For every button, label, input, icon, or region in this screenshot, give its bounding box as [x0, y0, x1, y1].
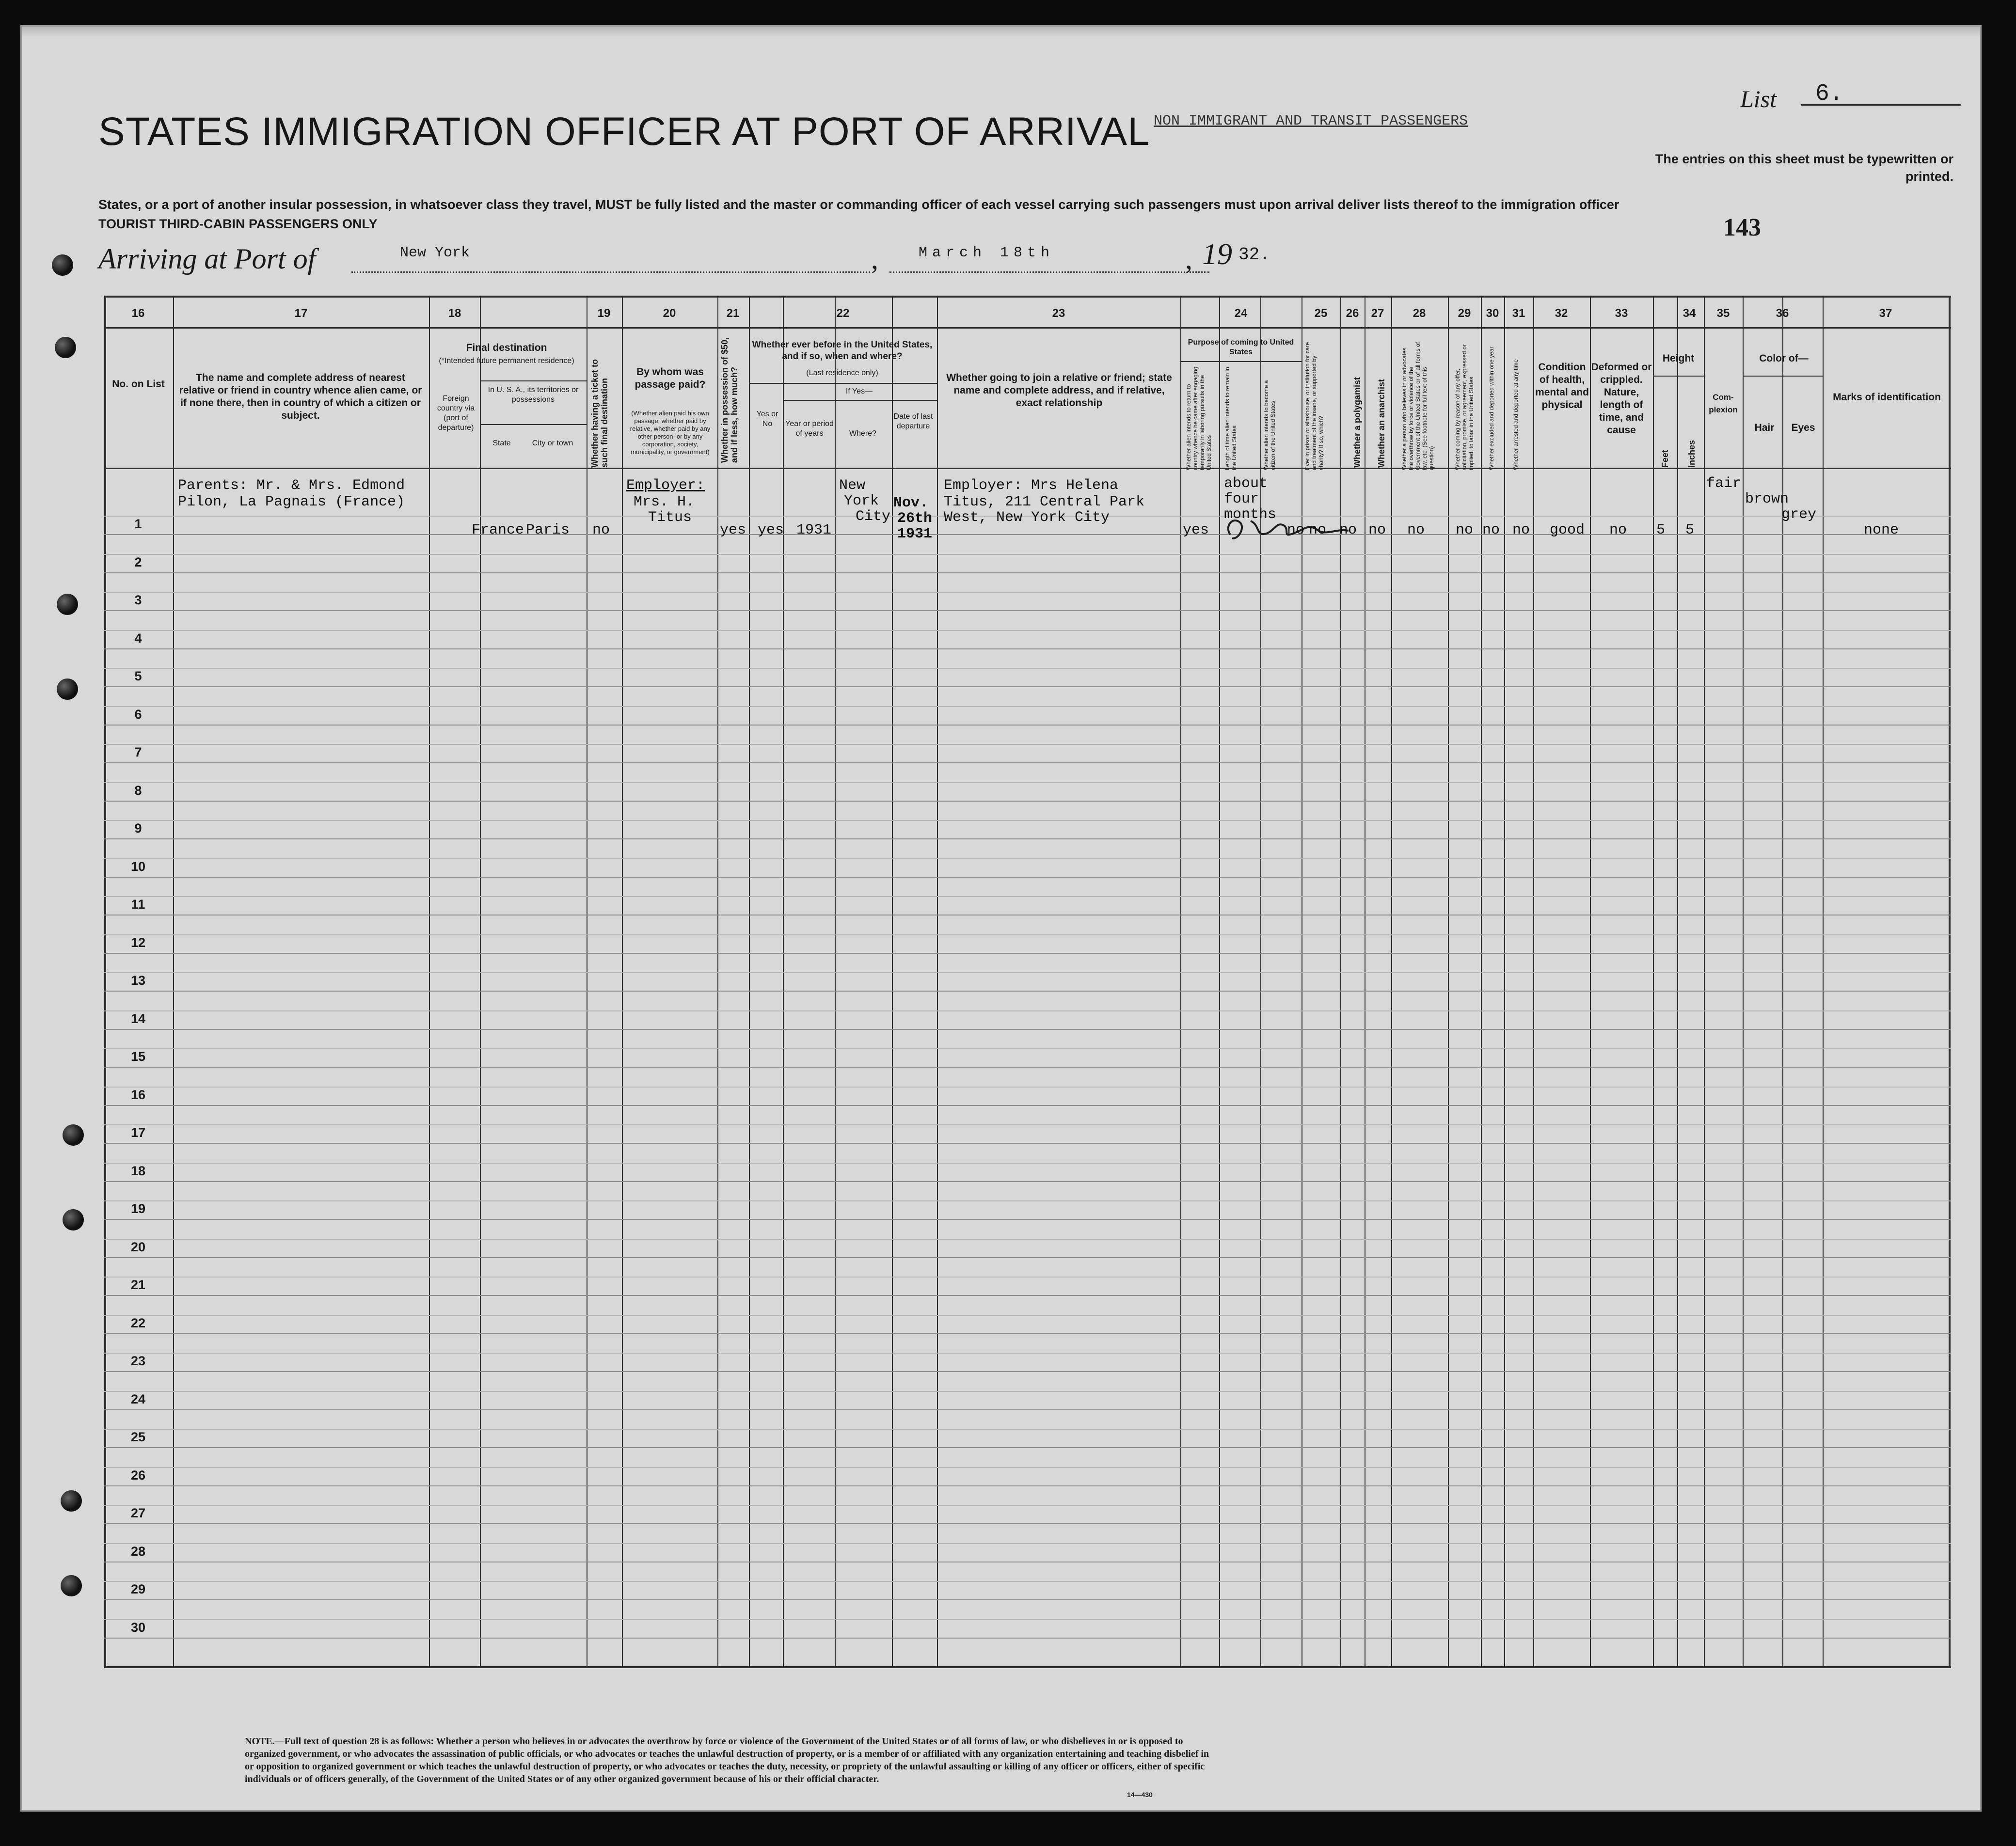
col17-header: The name and complete address of nearest relative or friend in country whence alien came, or if none there, then in country of which a citizen or subject.: [179, 372, 422, 421]
col22-ifyes: If Yes—: [845, 387, 873, 395]
punch-hole: [61, 1490, 82, 1512]
row-subrule: [104, 896, 1951, 897]
citizen-answer: no: [1287, 522, 1305, 538]
polygamist-answer: no: [1339, 522, 1357, 538]
row-subrule: [104, 1163, 1951, 1164]
row-number: 25: [130, 1430, 146, 1444]
row-rule: [104, 1029, 1951, 1030]
row-rule: [104, 648, 1951, 649]
row-subrule: [104, 706, 1951, 707]
row-rule: [104, 1257, 1951, 1258]
row-number: 12: [130, 935, 146, 950]
row-number: 15: [130, 1049, 146, 1064]
row-rule: [104, 991, 1951, 992]
row-subrule: [104, 744, 1951, 745]
column-divider: [1340, 296, 1341, 1667]
row-subrule: [104, 782, 1951, 783]
row-number: 23: [130, 1354, 146, 1368]
header-rule: [104, 327, 1951, 329]
row-subrule: [104, 1048, 1951, 1049]
col19-header: Whether having a ticket to such final destination: [590, 359, 609, 468]
subheader-rule: [1180, 361, 1302, 362]
departure-line1: Nov.: [893, 495, 929, 511]
col22-where: Where?: [849, 429, 877, 438]
row-number: 5: [134, 669, 142, 683]
row-subrule: [104, 1200, 1951, 1201]
column-number: 18: [448, 307, 461, 320]
column-divider: [1391, 296, 1392, 1667]
paid-line2: Mrs. H.: [634, 494, 695, 510]
col37-header: Marks of identification: [1833, 392, 1941, 403]
row-rule: [104, 1485, 1951, 1486]
column-divider: [783, 296, 784, 1667]
row-rule: [104, 1181, 1951, 1182]
row-number: 4: [134, 631, 142, 646]
prison-answer: no: [1309, 522, 1327, 538]
row-subrule: [104, 1581, 1951, 1582]
join-line2: Titus, 211 Central Park: [944, 494, 1145, 510]
row-number: 29: [130, 1582, 146, 1596]
col18-usa: In U. S. A., its territories or possessions: [488, 386, 579, 404]
column-number: 16: [131, 307, 145, 320]
row-rule: [104, 877, 1951, 878]
column-divider: [835, 296, 836, 1667]
height-inches: 5: [1685, 522, 1695, 538]
class-line: TOURIST THIRD-CABIN PASSENGERS ONLY: [98, 217, 378, 231]
col22-year: Year or period of years: [785, 420, 834, 438]
col30-header: Whether excluded and deported within one year: [1488, 347, 1495, 470]
row-subrule: [104, 1277, 1951, 1278]
year-prefix: 19: [1202, 238, 1232, 271]
relative-line2: Pilon, La Pagnais (France): [178, 494, 405, 510]
row-number: 21: [130, 1278, 146, 1292]
col23-header: Whether going to join a relative or friend; state name and complete address, and if relative, exact relationship: [946, 372, 1172, 409]
row-rule: [104, 1447, 1951, 1448]
row-subrule: [104, 1315, 1951, 1316]
join-line1: Employer: Mrs Helena: [944, 477, 1119, 494]
row-subrule: [104, 1429, 1951, 1430]
row-rule: [104, 1219, 1951, 1220]
column-divider: [1704, 296, 1705, 1667]
col36-eyes: Eyes: [1791, 422, 1815, 433]
row-number: 7: [134, 745, 142, 759]
col22-header: Whether ever before in the United States, and if so, when and where?: [752, 340, 933, 362]
row-number: 19: [130, 1201, 146, 1216]
row-number: 11: [131, 897, 145, 912]
port-value: New York: [400, 245, 470, 261]
col24-citizen: Whether alien intends to become a citizen of the United States: [1263, 380, 1276, 470]
row-number: 16: [130, 1087, 146, 1102]
offer-answer: no: [1456, 522, 1474, 538]
row-subrule: [104, 1087, 1951, 1088]
header-description: [98, 195, 1640, 234]
row-rule: [104, 1371, 1951, 1372]
row-rule: [104, 1409, 1951, 1410]
return-intent: yes: [1183, 522, 1209, 538]
column-divider: [1504, 296, 1505, 1667]
row-number: 28: [130, 1544, 146, 1559]
row-subrule: [104, 1619, 1951, 1620]
identification-marks: none: [1864, 522, 1899, 538]
column-number: 35: [1716, 307, 1730, 320]
row-subrule: [104, 668, 1951, 669]
row-rule: [104, 1067, 1951, 1068]
where-line3: City: [856, 508, 891, 525]
row-rule: [104, 572, 1951, 573]
entries-note: The entries on this sheet must be typewritten or printed.: [1655, 152, 1953, 184]
row-subrule: [104, 1010, 1951, 1011]
column-divider: [892, 296, 893, 1667]
row-subrule: [104, 554, 1951, 555]
length-line1: about: [1224, 475, 1268, 492]
form-code: 14—430: [1127, 1791, 1153, 1799]
row-subrule: [104, 972, 1951, 973]
column-divider: [429, 296, 430, 1667]
punch-hole: [52, 254, 73, 276]
row-rule: [104, 1295, 1951, 1296]
column-number: 27: [1371, 307, 1384, 320]
where-line2: York: [844, 493, 879, 509]
row-rule: [104, 1143, 1951, 1144]
col34-inches: Inches: [1687, 440, 1697, 468]
column-divider: [1653, 296, 1654, 1667]
row-number: 18: [130, 1163, 146, 1178]
punch-hole: [55, 337, 76, 358]
header-rule: [104, 1666, 1951, 1668]
destination-state: France: [472, 522, 524, 538]
q28-answer: no: [1407, 522, 1425, 538]
deformed-answer: no: [1609, 522, 1627, 538]
column-divider: [1448, 296, 1449, 1667]
column-divider: [717, 296, 718, 1667]
column-divider: [1533, 296, 1534, 1667]
column-divider: [937, 296, 938, 1667]
col33-header: Deformed or crippled. Nature, length of time, and cause: [1591, 362, 1652, 436]
col36-hair: Hair: [1754, 422, 1775, 433]
col24-length: Length of time alien intends to remain in the United States: [1224, 367, 1238, 470]
col24-header: Purpose of coming to United States: [1188, 338, 1294, 356]
col20-header: By whom was passage paid?: [635, 366, 706, 390]
col16-header: No. on List: [112, 379, 165, 390]
col26-header: Whether a polygamist: [1352, 377, 1362, 468]
manifest-page: [22, 27, 1980, 1810]
col32-header: Condition of health, mental and physical: [1535, 362, 1589, 410]
health-answer: good: [1550, 522, 1585, 538]
column-number: 37: [1879, 307, 1892, 320]
row-number: 2: [134, 554, 142, 569]
col18-city: City or town: [532, 439, 573, 447]
description-text: States, or a port of another insular possession, in whatsoever class they travel, MUST be fully listed and the master or commanding officer of each vessel carrying such passengers must upon arrival deliver lists thereof to the immigration officer: [98, 197, 1619, 212]
column-divider: [1677, 296, 1678, 1667]
year-suffix: 32.: [1238, 245, 1270, 265]
subheader-rule: [749, 383, 937, 384]
row-subrule: [104, 1124, 1951, 1125]
col27-header: Whether an anarchist: [1377, 379, 1386, 468]
column-number: 22: [836, 307, 850, 320]
row-number: 27: [130, 1506, 146, 1520]
row-number: 9: [134, 821, 142, 836]
column-divider: [1823, 296, 1824, 1667]
departure-line2: 26th: [897, 510, 933, 527]
column-number: 31: [1512, 307, 1525, 320]
row-number: 1: [134, 517, 142, 531]
row-number: 24: [130, 1391, 146, 1406]
column-number: 19: [597, 307, 611, 320]
where-line1: New: [839, 477, 866, 494]
col35-header: Com- plexion: [1709, 393, 1738, 414]
port-line: [351, 271, 870, 273]
column-divider: [1260, 296, 1261, 1667]
column-divider: [622, 296, 623, 1667]
row-rule: [104, 801, 1951, 802]
list-label: List: [1740, 85, 1777, 112]
excluded-answer: no: [1482, 522, 1500, 538]
column-number: 24: [1234, 307, 1248, 320]
col34-feet: Feet: [1660, 449, 1670, 468]
column-divider: [1481, 296, 1482, 1667]
paid-line3: Titus: [648, 509, 692, 526]
length-line3: months: [1224, 506, 1277, 523]
row-number: 20: [130, 1239, 146, 1254]
subheader-rule: [1743, 376, 1823, 377]
row-subrule: [104, 1505, 1951, 1506]
column-number: 34: [1683, 307, 1696, 320]
arrested-answer: no: [1512, 522, 1530, 538]
row-rule: [104, 1599, 1951, 1600]
row-subrule: [104, 1353, 1951, 1354]
column-divider: [1743, 296, 1744, 1667]
row-rule: [104, 686, 1951, 687]
relative-line1: Parents: Mr. & Mrs. Edmond: [178, 477, 405, 494]
column-number: 28: [1413, 307, 1426, 320]
row-subrule: [104, 1391, 1951, 1392]
row-number: 6: [134, 707, 142, 722]
col25-header: Ever in prison or almshouse, or institution for care and treatment of the insane, or supported by charity? If so, which?: [1304, 342, 1324, 470]
length-line2: four: [1224, 491, 1259, 507]
column-number: 32: [1555, 307, 1568, 320]
column-number: 20: [663, 307, 676, 320]
row-number: 26: [130, 1467, 146, 1483]
punch-hole: [57, 678, 78, 700]
column-divider: [1219, 296, 1220, 1667]
header-rule: [104, 296, 1951, 298]
row-rule: [104, 953, 1951, 954]
row-subrule: [104, 630, 1951, 631]
col18-subheader: (*Intended future permanent residence): [439, 357, 574, 365]
arriving-label: Arriving at Port of: [98, 243, 316, 275]
anarchist-answer: no: [1368, 522, 1386, 538]
join-line3: West, New York City: [944, 509, 1110, 526]
complexion: fair: [1706, 475, 1742, 492]
list-number: 6.: [1815, 81, 1843, 107]
row-number: 17: [130, 1125, 146, 1140]
col18-foreign: Foreign country via (port of departure): [437, 394, 475, 432]
punch-hole: [57, 594, 78, 615]
row-subrule: [104, 858, 1951, 859]
row-number: 14: [130, 1011, 146, 1026]
col28-header: Whether a person who believes in or advocates the overthrow by force or violence of the Government of the United States or of all forms of law, etc. (See footnote for full text of this question): [1401, 342, 1435, 470]
subheader-rule: [783, 400, 937, 401]
column-divider: [1180, 296, 1181, 1667]
column-number: 36: [1776, 307, 1789, 320]
date-line: [889, 271, 1209, 273]
before-yesno: yes: [758, 522, 784, 538]
ticket-answer: no: [592, 522, 610, 538]
subheader-rule: [480, 424, 587, 425]
punch-hole: [63, 1124, 84, 1146]
class-stamp: NON IMMIGRANT AND TRANSIT PASSENGERS: [1154, 113, 1468, 129]
column-divider: [173, 296, 174, 1667]
comma: ,: [1185, 243, 1192, 275]
sheet-number: 143: [1723, 214, 1761, 241]
departure-line3: 1931: [897, 526, 933, 542]
punch-hole: [63, 1209, 84, 1231]
row-rule: [104, 1523, 1951, 1524]
row-subrule: [104, 1239, 1951, 1240]
destination-city: Paris: [526, 522, 570, 538]
hair-color: brown: [1745, 491, 1789, 507]
column-number: 25: [1314, 307, 1328, 320]
column-number: 30: [1486, 307, 1499, 320]
row-number: 8: [134, 783, 142, 798]
row-number: 30: [130, 1620, 146, 1635]
header-rule: [104, 468, 1951, 469]
row-rule: [104, 1638, 1951, 1639]
column-number: 29: [1458, 307, 1471, 320]
row-rule: [104, 610, 1951, 611]
col22-subheader: (Last residence only): [806, 369, 878, 377]
col22-yesno: Yes or No: [756, 410, 778, 428]
date-value: March 18th: [919, 245, 1055, 261]
column-number: 21: [726, 307, 740, 320]
footnote: NOTE.—Full text of question 28 is as follows: Whether a person who believes in or advocates the overthrow by force or violence of the Government of the United States or of all forms of law, or who disbelieves in or is opposed to organized government, or who advocates the assassination of public officials, or who advocates or teaches the unlawful destruction of property, or is a member of or affiliated with any organization entertaining and teaching disbelief in or opposition to organized government or which teaches the unlawful destruction of property, or who advocates or teaches the duty, necessity, or propriety of the unlawful assaulting or killing of any officer or officers, either of specific individuals or of officers generally, of the Government of the United States or of any other organized government because of his or their official character.: [245, 1736, 1209, 1784]
column-number: 26: [1346, 307, 1359, 320]
column-number: 17: [294, 307, 308, 320]
row-subrule: [104, 820, 1951, 821]
row-number: 22: [130, 1315, 146, 1330]
row-rule: [104, 534, 1951, 535]
column-divider: [1590, 296, 1591, 1667]
height-feet: 5: [1656, 522, 1666, 538]
row-number: 10: [130, 859, 146, 874]
list-underline: [1801, 104, 1961, 106]
row-rule: [104, 838, 1951, 839]
col34-header: Height: [1662, 353, 1695, 364]
before-year: 1931: [796, 522, 832, 538]
column-divider: [749, 296, 750, 1667]
row-subrule: [104, 1467, 1951, 1468]
subheader-rule: [480, 380, 587, 381]
punch-hole: [61, 1575, 82, 1596]
comma: ,: [871, 243, 878, 275]
row-rule: [104, 725, 1951, 726]
row-subrule: [104, 592, 1951, 593]
row-subrule: [104, 934, 1951, 935]
col18-state: State: [492, 439, 511, 447]
col31-header: Whether arrested and deported at any time: [1512, 359, 1519, 470]
row-rule: [104, 1105, 1951, 1106]
col24-return: Whether alien intends to return to country whence he came after engaging temporarily in laboring pursuits in the United States: [1185, 366, 1212, 470]
column-divider: [480, 296, 481, 1667]
column-number: 23: [1052, 307, 1065, 320]
col18-header: Final destination: [466, 342, 547, 353]
column-number: 33: [1615, 307, 1628, 320]
subheader-rule: [1653, 376, 1704, 377]
page-top-edge: [22, 27, 1980, 37]
col21-header: Whether in possession of $50, and if less, how much?: [720, 337, 739, 463]
paid-line1: Employer:: [626, 477, 705, 494]
column-divider: [1949, 296, 1951, 1667]
col20-note: (Whether alien paid his own passage, whether paid by relative, whether paid by any other person, or by any corporation, society, municipality, or government): [630, 410, 711, 456]
eye-color: grey: [1781, 506, 1817, 523]
col29-header: Whether coming by reason of any offer, solicitation, promise, or agreement, expressed or implied, to labor in the United States: [1454, 344, 1475, 470]
row-number: 13: [130, 973, 146, 988]
money-answer: yes: [720, 522, 746, 538]
row-subrule: [104, 1543, 1951, 1544]
row-rule: [104, 762, 1951, 763]
col22-date: Date of last departure: [893, 412, 933, 430]
form-title: STATES IMMIGRATION OFFICER AT PORT OF ARRIVAL: [98, 110, 1150, 154]
row-number: 3: [134, 593, 142, 607]
row-rule: [104, 1333, 1951, 1334]
col36-header: Color of—: [1759, 353, 1809, 364]
